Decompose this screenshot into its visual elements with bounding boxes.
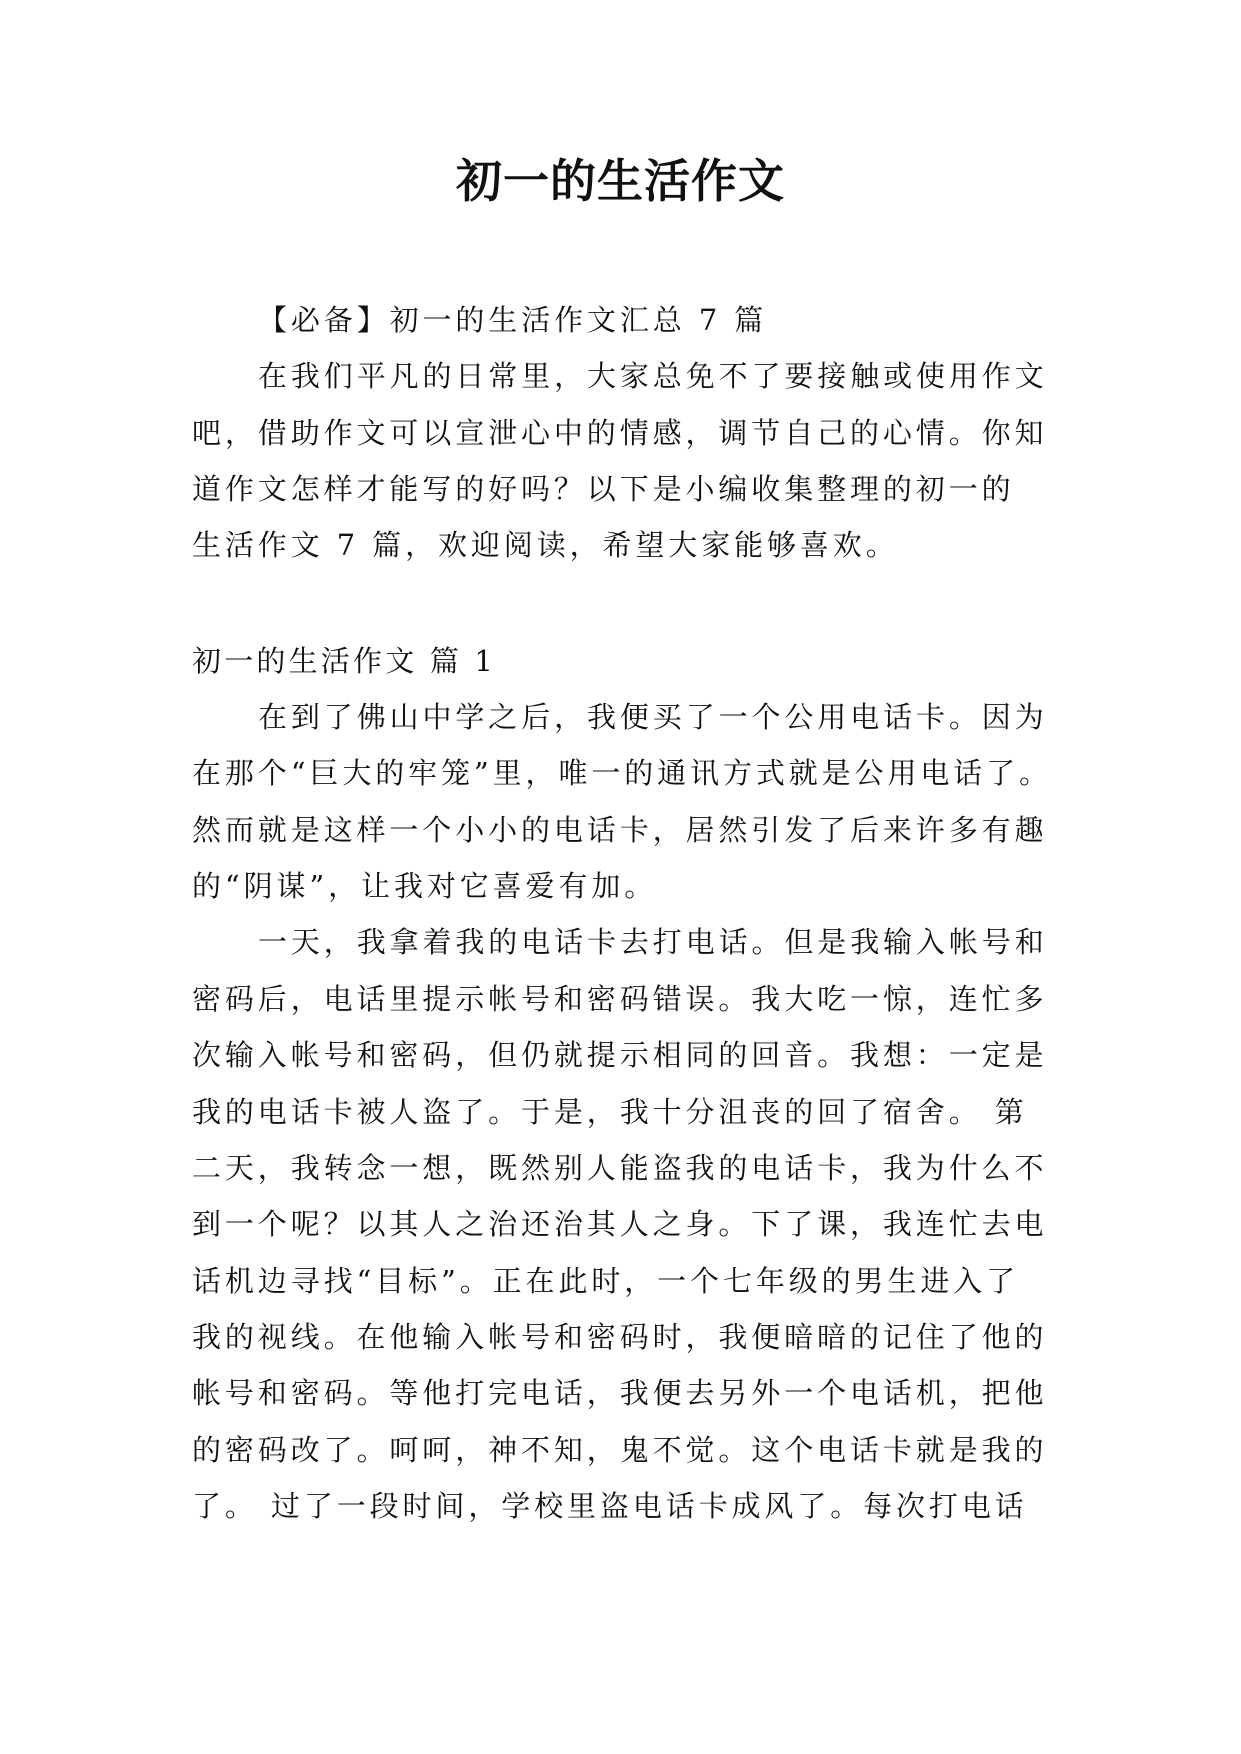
body-paragraph-line: 一天，我拿着我的电话卡去打电话。但是我输入帐号和 xyxy=(258,925,1048,959)
body-paragraph-line: 我的视线。在他输入帐号和密码时，我便暗暗的记住了他的 xyxy=(192,1320,1048,1354)
body-paragraph-line: 在那个“巨大的牢笼”里，唯一的通讯方式就是公用电话了。 xyxy=(192,756,1052,790)
body-paragraph-line: 帐号和密码。等他打完电话，我便去另外一个电话机，把他 xyxy=(192,1376,1048,1410)
intro-paragraph-line: 吧，借助作文可以宣泄心中的情感，调节自己的心情。你知 xyxy=(192,416,1048,450)
intro-paragraph-line: 道作文怎样才能写的好吗？以下是小编收集整理的初一的 xyxy=(192,472,1015,506)
document-title: 初一的生活作文 xyxy=(456,154,785,208)
body-paragraph-line: 到一个呢？以其人之治还治其人之身。下了课，我连忙去电 xyxy=(192,1207,1048,1241)
body-paragraph-line: 话机边寻找“目标”。正在此时，一个七年级的男生进入了 xyxy=(192,1264,1020,1298)
intro-paragraph-line: 生活作文 7 篇，欢迎阅读，希望大家能够喜欢。 xyxy=(192,528,899,562)
body-paragraph-line: 在到了佛山中学之后，我便买了一个公用电话卡。因为 xyxy=(258,700,1048,734)
intro-heading: 【必备】初一的生活作文汇总 7 篇 xyxy=(258,303,768,337)
body-paragraph-line: 次输入帐号和密码，但仍就提示相同的回音。我想：一定是 xyxy=(192,1038,1048,1072)
body-paragraph-line: 然而就是这样一个小小的电话卡，居然引发了后来许多有趣 xyxy=(192,813,1048,847)
body-paragraph-line: 了。 过了一段时间，学校里盗电话卡成风了。每次打电话 xyxy=(192,1489,1028,1523)
section-heading: 初一的生活作文 篇 1 xyxy=(192,644,497,678)
body-paragraph-line: 二天，我转念一想，既然别人能盗我的电话卡，我为什么不 xyxy=(192,1151,1048,1185)
body-paragraph-line: 密码后，电话里提示帐号和密码错误。我大吃一惊，连忙多 xyxy=(192,982,1048,1016)
body-paragraph-line: 我的电话卡被人盗了。于是，我十分沮丧的回了宿舍。 第 xyxy=(192,1095,1028,1129)
body-paragraph-line: 的密码改了。呵呵，神不知，鬼不觉。这个电话卡就是我的 xyxy=(192,1433,1048,1467)
body-paragraph-line: 的“阴谋”，让我对它喜爱有加。 xyxy=(192,869,658,903)
intro-paragraph-line: 在我们平凡的日常里，大家总免不了要接触或使用作文 xyxy=(258,359,1048,393)
